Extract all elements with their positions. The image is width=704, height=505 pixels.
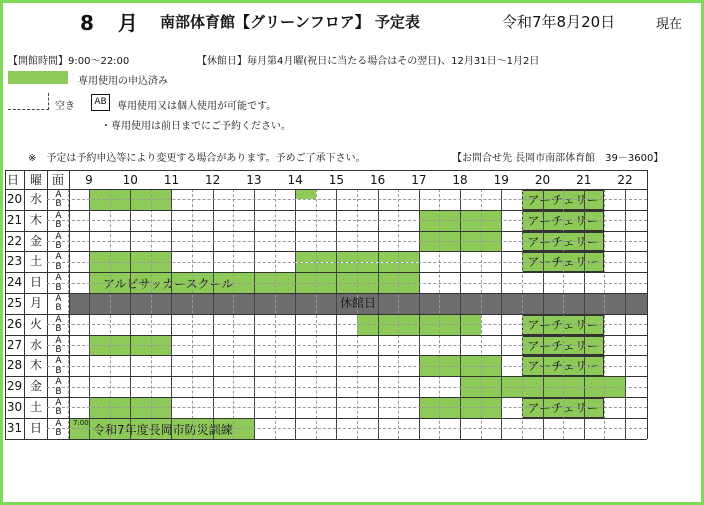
court-a-label: A bbox=[55, 356, 62, 367]
row-day: 27 bbox=[6, 337, 23, 352]
archery-booking: アーチェリー bbox=[522, 315, 604, 335]
court-b-label: B bbox=[55, 365, 62, 376]
court-a-label: A bbox=[55, 418, 62, 429]
court-b-label: B bbox=[55, 345, 62, 355]
grid-line bbox=[47, 199, 647, 200]
archery-booking: アーチェリー bbox=[522, 356, 604, 376]
court-b-label: B bbox=[55, 303, 62, 314]
row-day: 26 bbox=[6, 316, 23, 331]
hour-label: 17 bbox=[411, 173, 427, 187]
row-weekday: 土 bbox=[29, 400, 42, 414]
legend-booked-label: 専用使用の申込済み bbox=[78, 76, 168, 87]
as-of-label: 現在 bbox=[656, 17, 683, 32]
hour-label: 19 bbox=[493, 173, 509, 187]
row-weekday: 水 bbox=[29, 337, 42, 352]
grid-line bbox=[5, 293, 647, 294]
grid-line bbox=[47, 366, 647, 367]
row-weekday: 金 bbox=[29, 233, 42, 248]
legend-booked-swatch bbox=[8, 71, 68, 84]
as-of-date: 令和7年8月20日 bbox=[502, 13, 616, 31]
grid-line bbox=[5, 335, 647, 336]
row-weekday: 火 bbox=[29, 316, 42, 331]
hour-label: 15 bbox=[328, 173, 345, 187]
schedule-change-notice: ※ 予定は予約申込等により変更する場合があります。予めご了承下さい。 bbox=[28, 153, 366, 164]
grid-line bbox=[5, 418, 647, 419]
court-b-label: B bbox=[55, 241, 62, 251]
row-day: 30 bbox=[6, 400, 23, 414]
grid-line bbox=[47, 262, 647, 263]
row-day: 29 bbox=[6, 379, 23, 394]
archery-booking: アーチェリー bbox=[522, 252, 604, 272]
court-a-label: A bbox=[55, 273, 62, 284]
archery-booking: アーチェリー bbox=[522, 232, 604, 252]
row-day: 23 bbox=[6, 254, 23, 269]
header-court: 面 bbox=[51, 173, 64, 187]
court-a-label: A bbox=[55, 210, 62, 221]
court-b-label: B bbox=[55, 324, 62, 335]
grid-line bbox=[5, 376, 647, 377]
court-a-label: A bbox=[55, 398, 62, 408]
header-weekday: 曜 bbox=[29, 173, 42, 187]
grid-line bbox=[5, 210, 647, 211]
grid-line bbox=[47, 345, 647, 346]
court-b-label: B bbox=[55, 428, 62, 439]
row-day: 24 bbox=[6, 275, 23, 290]
legend-empty-label: 空き bbox=[55, 101, 75, 112]
row-day: 21 bbox=[6, 212, 23, 227]
row-weekday: 月 bbox=[29, 296, 42, 310]
legend-reservation-note: ・専用使用は前日までにご予約ください。 bbox=[101, 121, 291, 132]
hour-label: 22 bbox=[617, 173, 633, 187]
row-day: 25 bbox=[6, 296, 23, 310]
header-day: 日 bbox=[6, 173, 19, 187]
row-weekday: 金 bbox=[29, 379, 42, 394]
hour-label: 11 bbox=[163, 173, 180, 187]
grid-line bbox=[47, 428, 647, 429]
month-title: 8 月 bbox=[80, 11, 140, 35]
grid-line bbox=[47, 407, 647, 408]
hour-label: 18 bbox=[452, 173, 468, 187]
disaster-drill-label: 令和7年度長岡市防災訓練 bbox=[93, 422, 233, 437]
grid-line bbox=[5, 397, 647, 398]
legend-ab-box: AB bbox=[91, 94, 110, 111]
court-b-label: B bbox=[55, 261, 62, 272]
row-day: 20 bbox=[6, 192, 23, 206]
court-a-label: A bbox=[55, 377, 62, 388]
drill-start-time: 7:00 bbox=[73, 418, 89, 427]
hour-label: 21 bbox=[576, 173, 592, 187]
court-b-label: B bbox=[55, 282, 62, 293]
row-day: 31 bbox=[6, 420, 23, 435]
grid-line bbox=[5, 314, 647, 315]
court-a-label: A bbox=[55, 190, 62, 200]
court-b-label: B bbox=[55, 199, 62, 210]
grid-line bbox=[47, 241, 647, 242]
grid-line bbox=[5, 272, 647, 273]
hour-label: 12 bbox=[205, 173, 221, 187]
grid-line bbox=[5, 439, 647, 440]
grid-line bbox=[47, 220, 647, 221]
court-a-label: A bbox=[55, 252, 62, 263]
legend-ab-text: 専用使用又は個人使用が可能です。 bbox=[117, 101, 277, 112]
closed-day-bar: 休館日 bbox=[69, 294, 647, 314]
hour-label: 9 bbox=[85, 173, 93, 187]
opening-hours: 【開館時間】9:00～22:00 bbox=[8, 56, 130, 67]
row-weekday: 水 bbox=[29, 192, 42, 206]
grid-line bbox=[5, 231, 647, 232]
court-b-label: B bbox=[55, 220, 62, 231]
hour-label: 14 bbox=[287, 173, 303, 187]
row-weekday: 木 bbox=[29, 212, 42, 227]
row-weekday: 日 bbox=[29, 420, 42, 435]
grid-line bbox=[47, 387, 647, 388]
grid-line bbox=[647, 170, 648, 439]
archery-booking: アーチェリー bbox=[522, 336, 604, 356]
archery-booking: アーチェリー bbox=[522, 190, 604, 210]
grid-line bbox=[5, 251, 647, 252]
row-day: 28 bbox=[6, 358, 23, 373]
contact-info: 【お問合せ先 長岡市南部体育館 39－3600】 bbox=[452, 153, 664, 164]
court-b-label: B bbox=[55, 386, 62, 397]
grid-line bbox=[47, 283, 647, 284]
closed-days: 【休館日】毎月第4月曜(祝日に当たる場合はその翌日)、12月31日～1月2日 bbox=[197, 56, 540, 67]
soccer-school-label: アルビサッカースクール bbox=[103, 277, 234, 292]
archery-booking: アーチェリー bbox=[522, 398, 604, 418]
row-weekday: 土 bbox=[29, 254, 42, 269]
legend-empty-swatch bbox=[8, 93, 49, 110]
grid-line bbox=[5, 189, 647, 190]
court-a-label: A bbox=[55, 231, 62, 242]
hour-label: 10 bbox=[122, 173, 138, 187]
grid-line bbox=[47, 324, 647, 325]
row-weekday: 木 bbox=[29, 358, 42, 373]
grid-line bbox=[5, 355, 647, 356]
grid-line bbox=[5, 170, 647, 171]
court-a-label: A bbox=[55, 294, 62, 304]
hour-label: 20 bbox=[534, 173, 551, 187]
archery-booking: アーチェリー bbox=[522, 211, 604, 231]
court-a-label: A bbox=[55, 314, 62, 325]
court-b-label: B bbox=[55, 407, 62, 418]
booking-block bbox=[295, 190, 316, 199]
hour-label: 13 bbox=[246, 173, 262, 187]
row-day: 22 bbox=[6, 233, 23, 248]
page-title: 南部体育館【グリーンフロア】 予定表 bbox=[160, 13, 420, 31]
court-a-label: A bbox=[55, 335, 62, 346]
row-weekday: 日 bbox=[29, 275, 42, 290]
hour-label: 16 bbox=[369, 173, 386, 187]
